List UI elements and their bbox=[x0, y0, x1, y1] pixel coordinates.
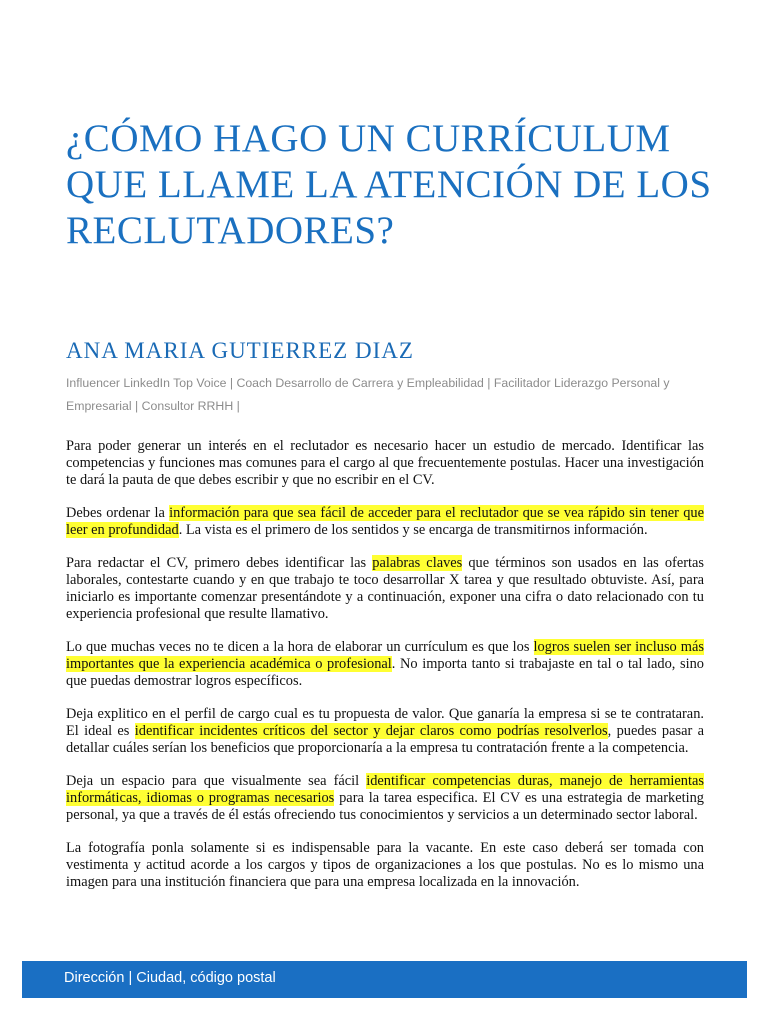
highlighted-text: palabras claves bbox=[372, 555, 463, 571]
paragraph-text: Lo que muchas veces no te dicen a la hora de elaborar un currículum es que los bbox=[66, 639, 534, 655]
paragraph-5 bbox=[66, 706, 704, 757]
paragraph-text: que términos son usados en las ofertas laborales, contestarte cuando y en que trabajo te toco desarrollar X tarea y que resultado obtuviste. Así, para iniciarlo es importante comenzar presentándote y a continuación, exponer una cifra o dato relacionado con tu experiencia profesional que resulte llamativo. bbox=[66, 555, 704, 622]
author-name: ANA MARIA GUTIERREZ DIAZ bbox=[66, 338, 414, 363]
highlighted-text: información para que sea fácil de acceder para el reclutador que se vea rápido sin tener que leer en profundidad bbox=[66, 505, 705, 538]
document-title: ¿CÓMO HAGO UN CURRÍCULUM QUE LLAME LA ATENCIÓN DE LOS RECLUTADORES? bbox=[66, 117, 712, 252]
paragraph-1: Para poder generar un interés en el reclutador es necesario hacer un estudio de mercado. Identificar las competencias y funciones mas comunes para el cargo al que frecuentemente postulas. Hacer una investigación te dará la pauta de que debes escribir y que no escribir en el CV. bbox=[66, 438, 704, 488]
article-body bbox=[66, 438, 704, 907]
highlighted-text: logros suelen ser incluso más importantes que la experiencia académica o profesional bbox=[66, 639, 704, 672]
paragraph-4 bbox=[66, 639, 704, 690]
paragraph-text: , puedes pasar a detallar cuáles serían los beneficios que proporcionaría a la empresa tu contratación frente a la competencia. bbox=[66, 723, 704, 756]
paragraph-text: Para redactar el CV, primero debes identificar las bbox=[66, 555, 373, 571]
paragraph-2 bbox=[66, 505, 704, 539]
paragraph-text: para la tarea especifica. El CV es una estrategia de marketing personal, ya que a través de él estás ofreciendo tus conocimientos y servicios a un determinado sector laboral. bbox=[66, 790, 704, 823]
paragraph-text: . La vista es el primero de los sentidos y se encarga de transmitirnos información. bbox=[178, 522, 648, 538]
footer-address: Dirección | Ciudad, código postal bbox=[64, 970, 276, 986]
paragraph-text: Deja explitico en el perfil de cargo cual es tu propuesta de valor. Que ganaría la empresa si se te contrataran. El ideal es bbox=[66, 706, 704, 739]
highlighted-text: identificar incidentes críticos del sector y dejar claros como podrías resolverlos bbox=[134, 723, 608, 739]
paragraph-text: Debes ordenar la bbox=[66, 505, 170, 521]
paragraph-6 bbox=[66, 773, 704, 824]
highlighted-text: identificar competencias duras, manejo de herramientas informáticas, idiomas o programas necesarios bbox=[66, 773, 704, 806]
paragraph-text: . No importa tanto si trabajaste en tal o tal lado, sino que puedas demostrar logros específicos. bbox=[66, 656, 704, 689]
paragraph-7: La fotografía ponla solamente si es indispensable para la vacante. En este caso deberá ser tomada con vestimenta y actitud acorde a los cargos y tipos de organizaciones a los que postulas. No es lo mismo una imagen para una institución financiera que para una empresa localizada en la innovación. bbox=[66, 840, 704, 890]
author-subtitle: Influencer LinkedIn Top Voice | Coach Desarrollo de Carrera y Empleabilidad | Facilitador Liderazgo Personal y Empresarial | Consultor RRHH | bbox=[66, 376, 670, 413]
paragraph-text: Deja un espacio para que visualmente sea fácil bbox=[66, 773, 367, 789]
footer-bar bbox=[22, 961, 747, 998]
paragraph-3 bbox=[66, 555, 704, 623]
